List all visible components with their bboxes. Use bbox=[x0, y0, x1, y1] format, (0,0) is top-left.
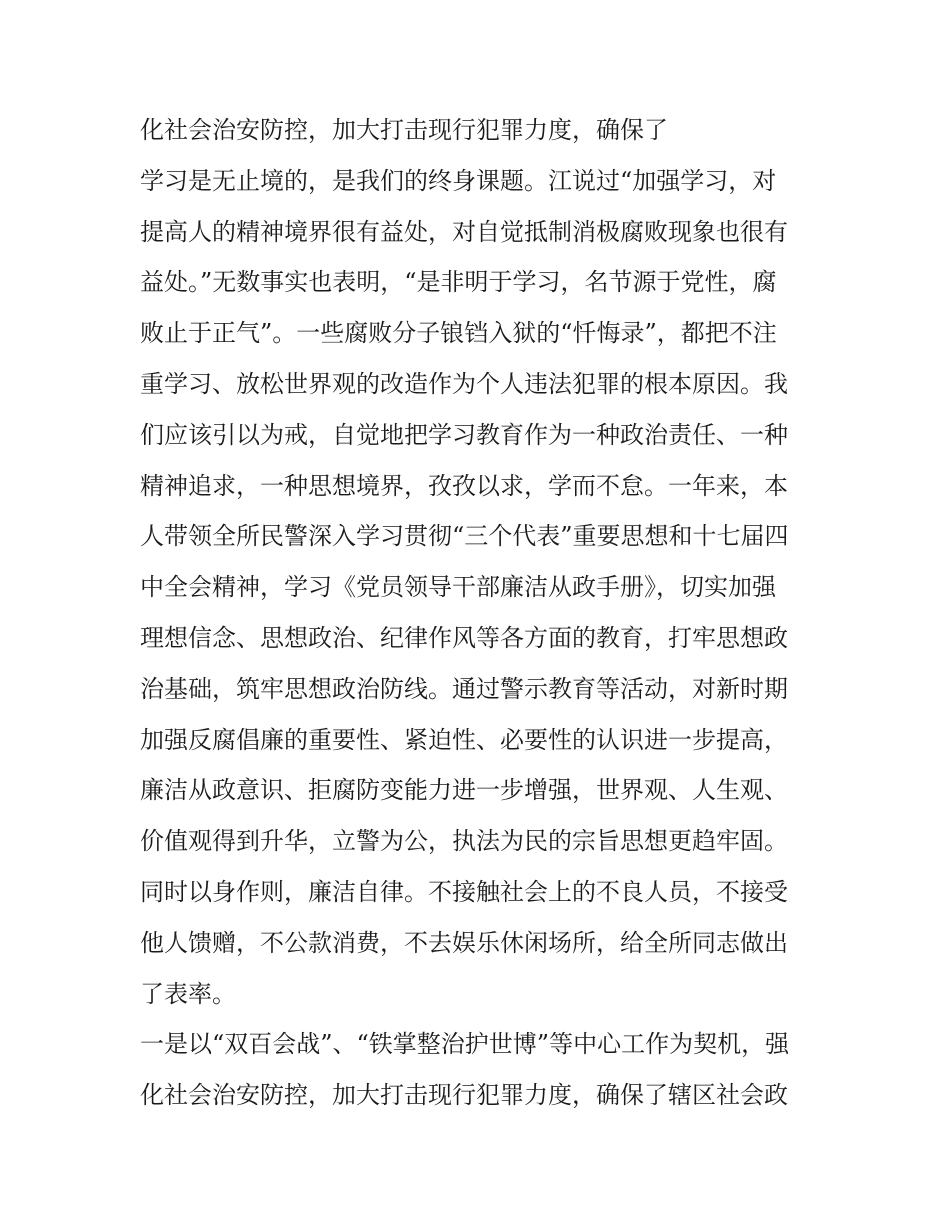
text-line: 他人馈赠，不公款消费，不去娱乐休闲场所，给全所同志做出 bbox=[140, 928, 788, 957]
text-line: 精神追求，一种思想境界，孜孜以求，学而不怠。一年来，本 bbox=[140, 471, 788, 500]
text-line: 中全会精神，学习《党员领导干部廉洁从政手册》，切实加强 bbox=[140, 573, 776, 602]
text-line: 一是以“双百会战”、“铁掌整治护世博”等中心工作为契机，强 bbox=[140, 1030, 790, 1059]
text-line: 理想信念、思想政治、纪律作风等各方面的教育，打牢思想政 bbox=[140, 623, 788, 652]
text-line: 了表率。 bbox=[140, 979, 236, 1008]
text-line: 们应该引以为戒，自觉地把学习教育作为一种政治责任、一种 bbox=[140, 420, 788, 449]
text-line: 治基础，筑牢思想政治防线。通过警示教育等活动，对新时期 bbox=[140, 674, 788, 703]
text-line: 廉洁从政意识、拒腐防变能力进一步增强，世界观、人生观、 bbox=[140, 776, 788, 805]
text-line: 同时以身作则，廉洁自律。不接触社会上的不良人员，不接受 bbox=[140, 877, 788, 906]
text-line: 败止于正气”。一些腐败分子锒铛入狱的“忏悔录”，都把不注 bbox=[140, 319, 777, 348]
text-line: 学习是无止境的，是我们的终身课题。江说过“加强学习，对 bbox=[140, 166, 777, 195]
text-line: 化社会治安防控，加大打击现行犯罪力度，确保了辖区社会政 bbox=[140, 1081, 788, 1110]
text-line: 重学习、放松世界观的改造作为个人违法犯罪的根本原因。我 bbox=[140, 369, 788, 398]
text-line: 益处。”无数事实也表明，“是非明于学习，名节源于党性，腐 bbox=[140, 268, 777, 297]
text-line: 价值观得到升华，立警为公，执法为民的宗旨思想更趋牢固。 bbox=[140, 827, 788, 856]
text-line: 加强反腐倡廉的重要性、紧迫性、必要性的认识进一步提高， bbox=[140, 725, 788, 754]
text-line: 提高人的精神境界很有益处，对自觉抵制消极腐败现象也很有 bbox=[140, 217, 788, 246]
text-line: 化社会治安防控，加大打击现行犯罪力度，确保了 bbox=[140, 116, 668, 144]
text-line: 人带领全所民警深入学习贯彻“三个代表”重要思想和十七届四 bbox=[140, 522, 789, 551]
document-body bbox=[140, 105, 830, 1121]
